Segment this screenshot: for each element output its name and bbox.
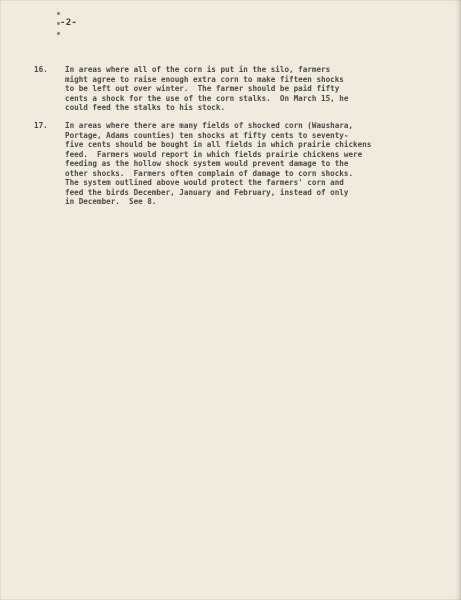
- paragraph-line: In areas where all of the corn is put in the silo, farmers: [65, 65, 331, 74]
- paragraph-line: might agree to raise enough extra corn to make fifteen shocks: [65, 74, 344, 84]
- paragraph-16: [34, 65, 414, 113]
- paragraph-line: feeding as the hollow shock system would prevent damage to the: [65, 159, 349, 168]
- paragraph-line: other shocks. Farmers often complain of damage to corn shocks.: [65, 168, 354, 178]
- paragraph-line: The system outlined above would protect the farmers' corn and: [65, 178, 344, 187]
- paragraph-number: 16.: [34, 65, 48, 74]
- page-number: -2-: [60, 18, 78, 28]
- paragraph-line: feed the birds December, January and February, instead of only: [65, 187, 349, 197]
- paragraph-line: cents a shock for the use of the corn stalks. On March 15, he: [65, 93, 349, 103]
- punch-hole-mark: [57, 32, 60, 35]
- paragraph-line: five cents should be bought in all fields in which prairie chickens: [65, 140, 372, 149]
- page-edge-shadow: [455, 0, 461, 600]
- paragraph-line: could feed the stalks to his stock.: [65, 103, 226, 112]
- paragraph-line: In areas where there are many fields of shocked corn (Waushara,: [65, 121, 354, 130]
- paragraph-line: in December. See 8.: [65, 197, 157, 206]
- paragraph-17: [34, 121, 414, 207]
- paragraph-line: feed. Farmers would report in which fields prairie chickens were: [65, 149, 363, 159]
- paragraph-line: Portage, Adams counties) ten shocks at fifty cents to seventy-: [65, 130, 349, 140]
- paragraph-line: to be left out over winter. The farmer should be paid fifty: [65, 84, 340, 93]
- punch-hole-mark: [57, 12, 60, 15]
- paragraph-number: 17.: [34, 121, 48, 130]
